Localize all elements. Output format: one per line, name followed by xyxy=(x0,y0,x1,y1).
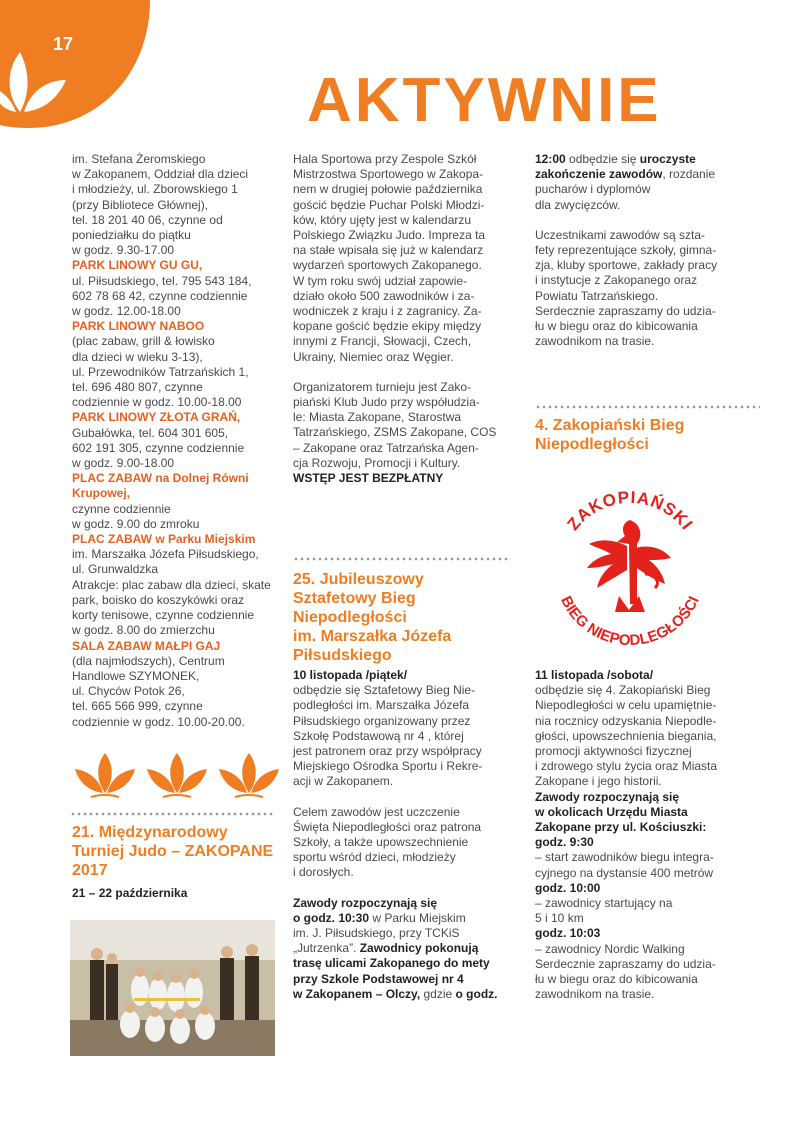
section-title: 2017 xyxy=(72,862,108,879)
page-title: AKTYWNIE xyxy=(307,66,662,135)
text-line: nem w drugiej połowie października xyxy=(293,182,483,197)
text-line: im. J. Piłsudskiego, przy TCKiS xyxy=(293,926,460,941)
text-line: ul. Chyców Potok 26, xyxy=(72,684,185,699)
text-line: w godz. 12.00-18.00 xyxy=(72,304,181,319)
text-line: kopane gościć będzie ekipy między xyxy=(293,319,482,334)
text-line: zawodnikom na trasie. xyxy=(535,334,655,349)
text-line: łu w biegu oraz do kibicowania xyxy=(535,972,698,987)
text-line: ków, który ujęty jest w kalendarzu xyxy=(293,212,472,227)
event-date: 11 listopada /sobota/ xyxy=(535,668,654,682)
text-line: Hala Sportowa przy Zespole Szkół xyxy=(293,152,477,166)
text-line: park, boisko do koszykówki oraz xyxy=(72,592,245,607)
text-line: Piłsudskiego organizowany przez xyxy=(293,713,471,728)
text-line: im. Stefana Żeromskiego xyxy=(72,152,206,166)
text-line: Zakopane i jego historii. xyxy=(535,774,662,789)
section-divider xyxy=(70,812,275,816)
text-line: – zawodnicy startujący na xyxy=(535,896,673,911)
text-line: dla zwycięzców. xyxy=(535,197,621,212)
text-line: poniedziałku do piątku xyxy=(72,228,191,243)
venue-title: PLAC ZABAW na Dolnej Równi xyxy=(72,471,249,486)
text-line: le: Miasta Zakopane, Starostwa xyxy=(293,410,462,425)
text-line: odbędzie się 4. Zakopiański Bieg xyxy=(535,683,711,698)
text-line: wydarzeń sportowych Zakopanego. xyxy=(293,258,482,273)
text-line: Ukrainy, Niemiec oraz Węgier. xyxy=(293,349,454,364)
venue-title: SALA ZABAW MAŁPI GAJ xyxy=(72,638,221,653)
text-line: czynne codziennie xyxy=(72,501,171,516)
text-line: – Zakopane oraz Tatrzańska Agen- xyxy=(293,440,479,455)
text-line: i instytucje z Zakopanego oraz xyxy=(535,273,698,288)
schedule-time: godz. 10:00 xyxy=(535,880,601,895)
wheat-ornament-icon xyxy=(75,750,280,800)
text-line: Szkołę Podstawową nr 4 , której xyxy=(293,728,464,743)
venue-title: PLAC ZABAW w Parku Miejskim xyxy=(72,532,256,547)
text-line: działo około 500 zawodników i za- xyxy=(293,288,475,303)
text-line: głości, upowszechnienia biegania, xyxy=(535,728,717,743)
text-line: pucharów i dyplomów xyxy=(535,182,651,197)
text-line: i młodzieży, ul. Zborowskiego 1 xyxy=(72,182,238,197)
text-line: łu w biegu oraz do kibicowania xyxy=(535,319,698,334)
text-line: fety reprezentujące szkoły, gimna- xyxy=(535,243,717,258)
text-line: „Jutrzenka”. Zawodnicy pokonują xyxy=(293,941,479,956)
text-line: cja Rozwoju, Promocji i Kultury. xyxy=(293,455,461,470)
text-line: (plac zabaw, grill & łowisko xyxy=(72,334,215,349)
text-line: ul. Piłsudskiego, tel. 795 543 184, xyxy=(72,273,252,288)
section-title: im. Marszałka Józefa xyxy=(293,628,452,645)
text-line: (dla najmłodszych), Centrum xyxy=(72,653,225,668)
section-relay-race xyxy=(293,570,518,1002)
svg-text:ZAKOPIAŃSKI: ZAKOPIAŃSKI xyxy=(563,487,697,534)
text-line: Święta Niepodległości oraz patrona xyxy=(293,819,482,834)
text-line: innymi z Francji, Słowacji, Czech, xyxy=(293,334,472,349)
text-line: jest patronem oraz przy współpracy xyxy=(293,744,482,759)
text-line: w godz. 8.00 do zmierzchu xyxy=(72,623,215,638)
text-line: tel. 696 480 807, czynne xyxy=(72,380,203,395)
text-line: sportu wśród dzieci, młodzieży xyxy=(293,850,456,865)
text-line: w godz. 9.00 do zmroku xyxy=(72,516,200,531)
text-line: Polskiego Związku Judo. Impreza ta xyxy=(293,228,486,243)
text-line: W tym roku swój udział zapowie- xyxy=(293,273,468,288)
schedule-time: godz. 10:03 xyxy=(535,926,601,941)
text-line: 5 i 10 km xyxy=(535,911,584,926)
text-line: Serdecznie zapraszamy do udzia- xyxy=(535,303,716,318)
column-middle xyxy=(293,152,518,486)
text-line: odbędzie się Sztafetowy Bieg Nie- xyxy=(293,683,476,698)
text-line: Zawody rozpoczynają się xyxy=(293,895,438,910)
section-title: 21. Międzynarodowy xyxy=(72,824,228,841)
text-line: Miejskiego Ośrodka Sportu i Rekre- xyxy=(293,759,483,774)
section-title: Piłsudskiego xyxy=(293,647,392,664)
free-entry-note: WSTĘP JEST BEZPŁATNY xyxy=(293,471,444,486)
section-title: Turniej Judo – ZAKOPANE xyxy=(72,843,274,860)
text-line: w godz. 9.30-17.00 xyxy=(72,243,175,258)
section-title: Sztafetowy Bieg xyxy=(293,590,416,607)
text-line: zawodnikom na trasie. xyxy=(535,987,655,1002)
text-line: Powiatu Tatrzańskiego. xyxy=(535,288,659,303)
venue-title: PARK LINOWY ZŁOTA GRAŃ, xyxy=(72,410,241,425)
text-line: promocji aktywności fizycznej xyxy=(535,744,692,759)
text-line: przy Szkole Podstawowej nr 4 xyxy=(293,971,464,986)
svg-text:BIEG NIEPODLEGŁOŚCI: BIEG NIEPODLEGŁOŚCI xyxy=(557,593,703,648)
text-line: Handlowe SZYMONEK, xyxy=(72,668,200,683)
text-line: Szkoły, a także upowszechnienie xyxy=(293,835,469,850)
text-line: Serdecznie zapraszamy do udzia- xyxy=(535,956,716,971)
text-line: zja, kluby sportowe, zakłady pracy xyxy=(535,258,718,273)
schedule-time: godz. 9:30 xyxy=(535,835,594,850)
text-line: w okolicach Urzędu Miasta xyxy=(535,804,688,819)
text-line: dla dzieci w wieku 3-13), xyxy=(72,349,203,364)
text-line: w Zakopanem, Oddział dla dzieci xyxy=(72,167,249,182)
text-line: i zdrowego stylu życia oraz Miasta xyxy=(535,759,718,774)
text-line: 602 191 305, czynne codziennie xyxy=(72,440,245,455)
text-line: 12:00 odbędzie się uroczyste xyxy=(535,152,696,166)
text-line: – zawodnicy Nordic Walking xyxy=(535,941,685,956)
page-number: 17 xyxy=(53,34,74,54)
text-line: zakończenie zawodów, rozdanie xyxy=(535,167,716,182)
text-line: Gubałówka, tel. 604 301 605, xyxy=(72,425,229,440)
text-line: nia rocznicy odzyskania Niepodle- xyxy=(535,713,717,728)
venue-title: PARK LINOWY GU GU, xyxy=(72,258,203,273)
text-line: ul. Grunwaldzka xyxy=(72,562,159,577)
text-line: codziennie w godz. 10.00-20.00. xyxy=(72,714,245,729)
text-line: i dorosłych. xyxy=(293,865,354,880)
text-line: o godz. 10:30 w Parku Miejskim xyxy=(293,910,466,925)
section-title: Niepodległości xyxy=(535,436,649,453)
column-right xyxy=(535,152,765,349)
text-line: Tatrzańskiego, ZSMS Zakopane, COS xyxy=(293,425,497,440)
venue-title: Krupowej, xyxy=(72,486,131,501)
text-line: podległości im. Marszałka Józefa xyxy=(293,698,470,713)
text-line: (przy Bibliotece Głównej), xyxy=(72,197,209,212)
section-title: 4. Zakopiański Bieg xyxy=(535,417,685,434)
text-line: Mistrzostwa Sportowego w Zakopa- xyxy=(293,167,484,182)
text-line: Niepodległości w celu upamiętnie- xyxy=(535,698,717,713)
text-line: gościć będzie Puchar Polski Młodzi- xyxy=(293,197,485,212)
section-zakopane-race-body xyxy=(535,668,765,1002)
section-judo xyxy=(72,823,287,901)
text-line: Zakopane przy ul. Kościuszki: xyxy=(535,820,707,835)
text-line: wodniczek z kraju i z zagranicy. Za- xyxy=(293,304,482,319)
event-date: 21 – 22 października xyxy=(72,886,188,900)
eagle-logo-icon xyxy=(545,478,715,648)
text-line: w godz. 9.00-18.00 xyxy=(72,456,175,471)
text-line: w Zakopanem – Olczy, gdzie o godz. xyxy=(293,986,498,1001)
text-line: cyjnego na dystansie 400 metrów xyxy=(535,865,714,880)
text-line: trasę ulicami Zakopanego do mety xyxy=(293,956,490,971)
section-title: 25. Jubileuszowy xyxy=(293,571,424,588)
judo-team-photo xyxy=(70,920,275,1056)
column-left xyxy=(72,152,287,730)
text-line: Uczestnikami zawodów są szta- xyxy=(535,227,706,242)
text-line: Zawody rozpoczynają się xyxy=(535,789,680,804)
text-line: korty tenisowe, czynne codziennie xyxy=(72,608,255,623)
section-title: Niepodległości xyxy=(293,609,407,626)
text-line: tel. 665 566 999, czynne xyxy=(72,699,203,714)
text-line: tel. 18 201 40 06, czynne od xyxy=(72,212,223,227)
text-line: – start zawodników biegu integra- xyxy=(535,850,714,865)
text-line: im. Marszałka Józefa Piłsudskiego, xyxy=(72,547,259,562)
venue-title: PARK LINOWY NABOO xyxy=(72,319,205,334)
wheat-corner-icon xyxy=(0,0,150,130)
text-line: 602 78 68 42, czynne codziennie xyxy=(72,288,248,303)
text-line: Celem zawodów jest uczczenie xyxy=(293,804,460,819)
section-zakopane-race xyxy=(535,416,765,454)
section-divider xyxy=(293,557,511,561)
text-line: ul. Przewodników Tatrzańskich 1, xyxy=(72,364,249,379)
text-line: piański Klub Judo przy współudzia- xyxy=(293,395,480,410)
text-line: Atrakcje: plac zabaw dla dzieci, skate xyxy=(72,577,271,592)
section-divider xyxy=(535,405,760,409)
text-line: codziennie w godz. 10.00-18.00 xyxy=(72,395,242,410)
text-line: Organizatorem turnieju jest Zako- xyxy=(293,379,472,394)
text-line: na stałe wpisała się już w kalendarz xyxy=(293,243,484,258)
text-line: acji w Zakopanem. xyxy=(293,774,394,789)
event-date: 10 listopada /piątek/ xyxy=(293,668,408,682)
